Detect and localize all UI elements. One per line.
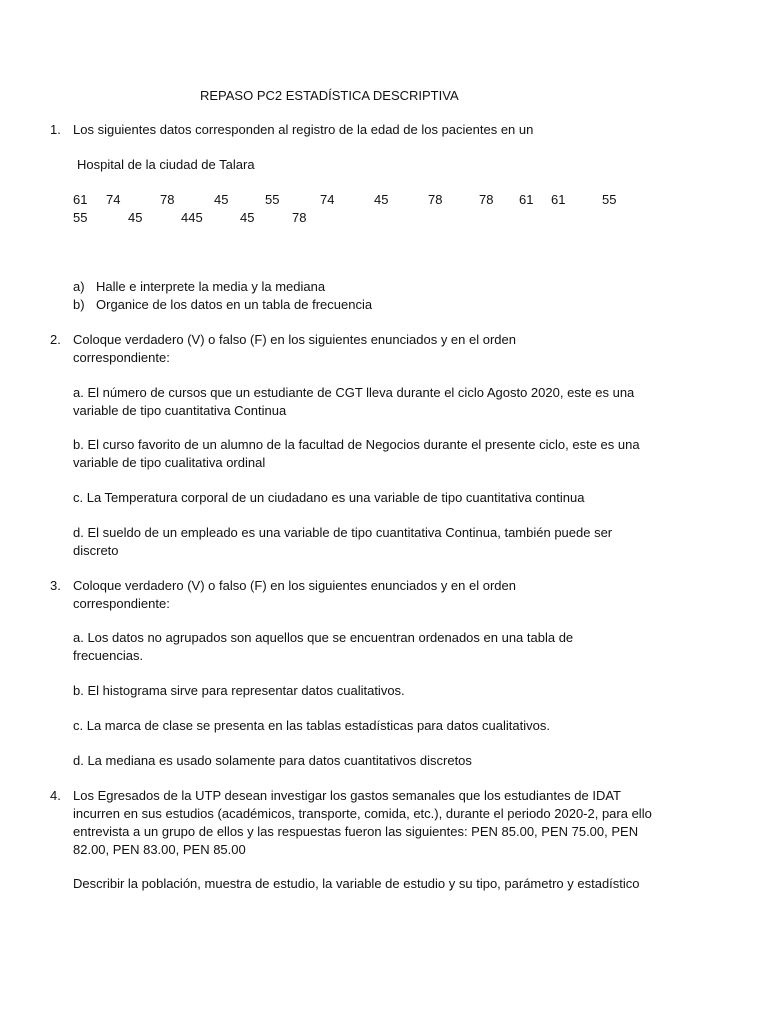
- q2-item-b: b. El curso favorito de un alumno de la facultad de Negocios durante el presente ciclo, este es una variable de tipo cualitativa ordinal: [73, 437, 640, 470]
- data-value: 74: [106, 192, 121, 207]
- document-title: REPASO PC2 ESTADÍSTICA DESCRIPTIVA: [200, 88, 459, 103]
- q1-item-a-text: Halle e interprete la media y la mediana: [96, 279, 326, 294]
- q4-text: Los Egresados de la UTP desean investigar los gastos semanales que los estudiantes de IDAT incurren en sus estudios (académicos, transporte, comida, etc.), durante el periodo 2020-2, para ello entrevista a un grupo de ellos y las respuestas fueron las siguientes: PEN 85.00, PEN 75.00, PEN 82.00, PEN 83.00, PEN 85.00: [73, 788, 652, 857]
- data-value: 61: [551, 192, 566, 207]
- data-value: 55: [602, 192, 617, 207]
- q3-number: 3.: [50, 578, 61, 593]
- q2-intro: Coloque verdadero (V) o falso (F) en los siguientes enunciados y en el orden correspondiente:: [73, 332, 516, 365]
- data-value: 45: [240, 210, 255, 225]
- q2-item-c: c. La Temperatura corporal de un ciudadano es una variable de tipo cuantitativa continua: [73, 490, 585, 505]
- data-value: 45: [214, 192, 229, 207]
- q3-intro: Coloque verdadero (V) o falso (F) en los siguientes enunciados y en el orden correspondiente:: [73, 578, 516, 611]
- q2-number: 2.: [50, 332, 61, 347]
- data-value: 55: [265, 192, 280, 207]
- q3-item-d: d. La mediana es usado solamente para datos cuantitativos discretos: [73, 753, 472, 768]
- q2-item-a: a. El número de cursos que un estudiante de CGT lleva durante el ciclo Agosto 2020, este es una variable de tipo cuantitativa Continua: [73, 385, 635, 418]
- q1-number: 1.: [50, 122, 61, 137]
- data-value: 55: [73, 210, 88, 225]
- q1-item-a-letter: a): [73, 279, 85, 294]
- q3-item-c: c. La marca de clase se presenta en las tablas estadísticas para datos cualitativos.: [73, 718, 550, 733]
- q1-line2: Hospital de la ciudad de Talara: [77, 157, 255, 172]
- data-value: 61: [73, 192, 88, 207]
- q3-item-b: b. El histograma sirve para representar datos cualitativos.: [73, 683, 405, 698]
- q4-task: Describir la población, muestra de estudio, la variable de estudio y su tipo, parámetro y estadístico: [73, 876, 640, 891]
- data-value: 74: [320, 192, 335, 207]
- data-value: 78: [160, 192, 175, 207]
- data-value: 78: [292, 210, 307, 225]
- q1-item-b-text: Organice de los datos en un tabla de frecuencia: [96, 297, 373, 312]
- q1-line1: Los siguientes datos corresponden al registro de la edad de los pacientes en un: [73, 122, 534, 137]
- data-value: 445: [181, 210, 203, 225]
- q3-item-a: a. Los datos no agrupados son aquellos que se encuentran ordenados en una tabla de frecuencias.: [73, 630, 574, 663]
- data-value: 45: [128, 210, 143, 225]
- data-value: 61: [519, 192, 534, 207]
- q2-item-d: d. El sueldo de un empleado es una variable de tipo cuantitativa Continua, también puede ser discreto: [73, 525, 613, 558]
- data-value: 45: [374, 192, 389, 207]
- q4-number: 4.: [50, 788, 61, 803]
- q1-item-b-letter: b): [73, 297, 85, 312]
- data-value: 78: [479, 192, 494, 207]
- data-value: 78: [428, 192, 443, 207]
